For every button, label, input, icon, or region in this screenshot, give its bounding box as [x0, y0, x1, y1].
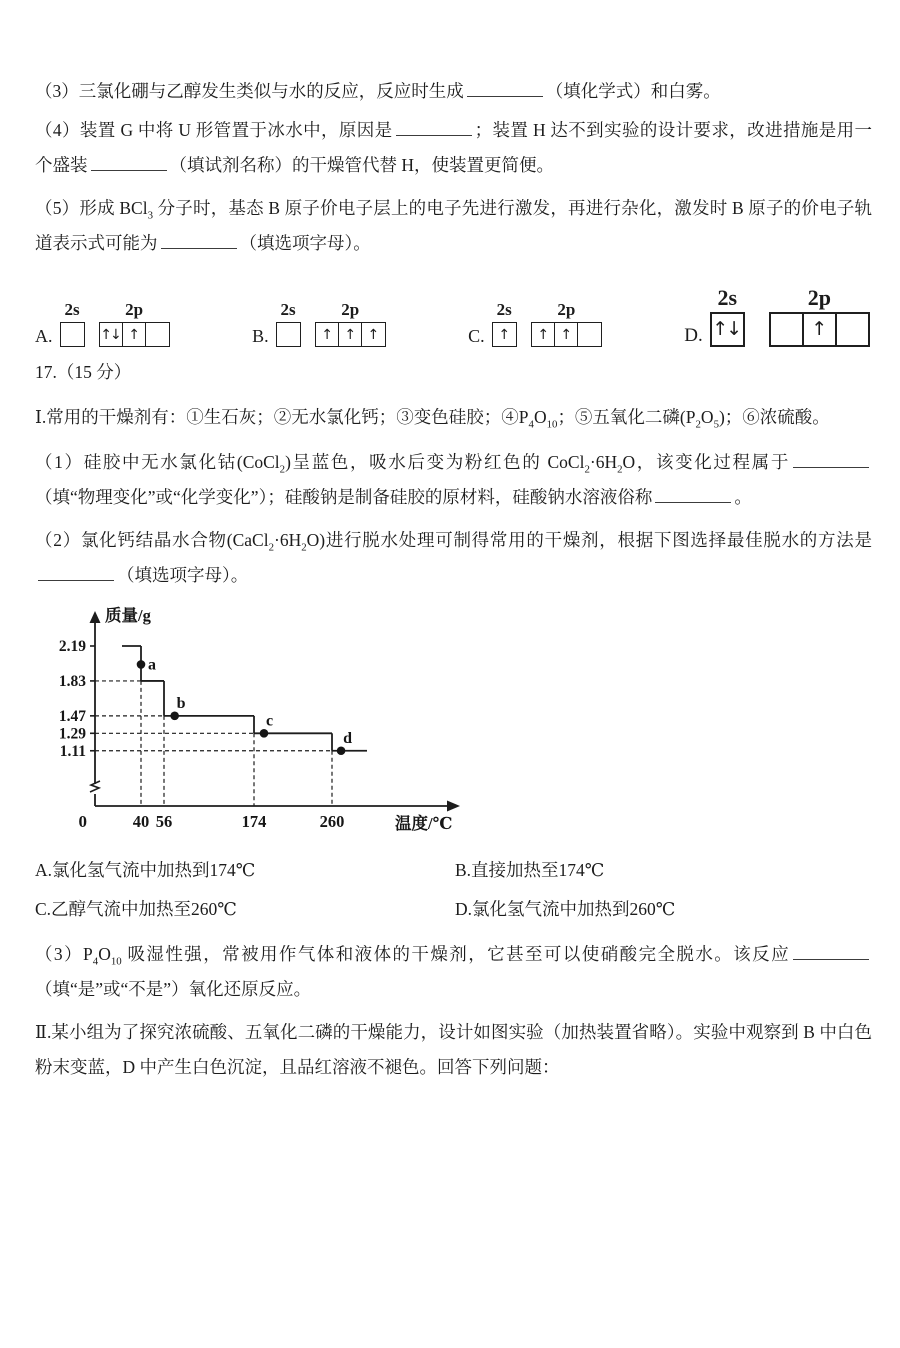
orbital-subshell: [99, 300, 170, 347]
orbital-box: [835, 312, 870, 347]
question-4-text: （4）装置 G 中将 U 形管置于冰水中，原因是 ；装置 H 达不到实验的设计要求，改进措施是用一个盛装 （填试剂名称）的干燥管代替 H，使装置更简便。: [35, 120, 873, 175]
question-5-text: （5）形成 BCl$_3$ 分子时，基态 B 原子价电子层上的电子先进行激发，再进行杂化，激发时 B 原子的价电子轨道表示式可能为 （填选项字母）。: [35, 198, 872, 253]
svg-text:40: 40: [132, 812, 150, 831]
svg-text:d: d: [343, 729, 352, 747]
orbital-box: ↑: [338, 322, 363, 347]
svg-text:a: a: [148, 656, 156, 674]
orbital-box: ↑↓: [99, 322, 124, 347]
orbital-option-d: [684, 285, 870, 347]
p-orbital-boxes: [531, 322, 602, 347]
subshell-label: 2s: [64, 300, 80, 320]
orbital-subshell: [60, 300, 85, 347]
orbital-option-label: B.: [252, 326, 269, 347]
dehydration-chart: [43, 601, 872, 847]
answer-blank: [396, 119, 472, 136]
svg-text:1.29: 1.29: [58, 725, 86, 743]
orbital-option-a: [35, 300, 170, 347]
orbital-box: ↑: [122, 322, 147, 347]
orbital-box: ↑: [554, 322, 579, 347]
subshell-label: 2p: [125, 300, 144, 320]
svg-text:1.83: 1.83: [58, 672, 86, 690]
dehydration-choices: [35, 855, 872, 925]
answer-blank: [91, 154, 167, 171]
orbital-options-row: [35, 279, 870, 347]
orbital-subshell: [710, 285, 745, 347]
subshell-label: 2s: [496, 300, 512, 320]
choice-c: C.乙醇气流中加热至260℃: [35, 898, 237, 919]
svg-text:260: 260: [319, 812, 345, 831]
subshell-label: 2p: [341, 300, 360, 320]
subscript: 4: [528, 418, 534, 431]
svg-text:b: b: [176, 694, 186, 712]
orbital-subshell: [492, 300, 517, 347]
choice-a: A.氯化氢气流中加热到174℃: [35, 860, 256, 880]
svg-text:0: 0: [78, 812, 87, 831]
question-17-heading: 17.（15 分）: [35, 362, 132, 382]
svg-text:1.11: 1.11: [59, 742, 86, 760]
q17-3-text: $(3)P_4O_{10}$ 吸湿性强，常被用作气体和液体的干燥剂，它甚至可以使硝酸完全脱水。该反应（填“是”或“不是”）氧化还原反应。: [35, 937, 872, 1007]
orbital-box: [769, 312, 804, 347]
orbital-option-label: C.: [468, 326, 485, 347]
subscript: 3: [147, 209, 154, 222]
subscript: 2: [695, 418, 701, 431]
subscript: 10: [546, 418, 558, 431]
q17-1-text: （1）硅胶中无水氯化钴(CoCl$_2$)呈蓝色，吸水后变为粉红色的 $CoCl_2\cdot 6H_2O$，该变化过程属于（填“物理变化”或“化学变化”）；硅酸钠是制备硅胶的原材料，硅酸钠水溶液俗称 。: [35, 445, 872, 515]
orbital-box: [145, 322, 170, 347]
orbital-subshell: [315, 300, 386, 347]
svg-text:c: c: [265, 712, 274, 730]
choice-d: D.氯化氢气流中加热到260℃: [455, 898, 676, 919]
answer-blank: [38, 564, 114, 581]
subscript: 2: [268, 541, 274, 554]
part-1-intro: Ⅰ.常用的干燥剂有：①生石灰；②无水氯化钙；③变色硅胶；$④P_4O_{10}$；⑤五氧化二磷$(P_2O_5)$；⑥浓硫酸。: [35, 407, 830, 431]
svg-text:2.19: 2.19: [58, 638, 86, 655]
subscript: 2: [584, 463, 590, 476]
p-orbital-boxes: [99, 322, 170, 347]
subscript: 4: [92, 955, 99, 968]
subscript: 2: [279, 463, 286, 476]
subshell-label: 2s: [280, 300, 296, 320]
orbital-option-b: [252, 300, 386, 347]
part-2-intro: Ⅱ.某小组为了探究浓硫酸、五氧化二磷的干燥能力，设计如图实验（加热装置省略）。实验中观察到 B 中白色粉末变蓝，D 中产生白色沉淀，且品红溶液不褪色。回答下列问题：: [35, 1022, 872, 1077]
subscript: 5: [713, 418, 719, 431]
orbital-subshell: [276, 300, 301, 347]
orbital-box: ↑: [361, 322, 386, 347]
answer-blank: [655, 486, 731, 503]
answer-blank: [793, 451, 869, 468]
svg-text:174: 174: [241, 812, 267, 831]
question-3-text: （3）三氯化硼与乙醇发生类似与水的反应，反应时生成 （填化学式）和白雾。: [35, 81, 721, 101]
orbital-subshell: [531, 300, 602, 347]
orbital-option-label: A.: [35, 326, 53, 347]
answer-blank: [793, 943, 869, 960]
orbital-subshell: [769, 285, 870, 347]
p-orbital-boxes: [769, 312, 870, 347]
orbital-option-label: D.: [684, 325, 703, 347]
svg-text:1.47: 1.47: [58, 707, 86, 725]
orbital-box: ↑: [802, 312, 837, 347]
answer-blank: [161, 232, 237, 249]
orbital-option-c: [468, 300, 602, 347]
subshell-label: 2p: [807, 284, 831, 310]
orbital-box: [60, 322, 85, 347]
orbital-box: [276, 322, 301, 347]
subscript: 2: [617, 463, 623, 476]
svg-text:56: 56: [155, 812, 173, 831]
subscript: 10: [110, 955, 122, 968]
orbital-box: ↑: [315, 322, 340, 347]
svg-text:温度/℃: 温度/℃: [395, 814, 453, 833]
choice-b: B.直接加热至174℃: [455, 860, 605, 880]
answer-blank: [467, 80, 543, 97]
subshell-label: 2p: [557, 300, 576, 320]
subshell-label: 2s: [717, 284, 738, 310]
subscript: 2: [301, 541, 307, 554]
svg-text:质量/g: 质量/g: [105, 606, 151, 625]
orbital-box: ↑: [492, 322, 517, 347]
orbital-box: [577, 322, 602, 347]
orbital-box: ↑↓: [710, 312, 745, 347]
q17-2-text: （2）氯化钙结晶水合物$(CaCl_2\cdot 6H_2O)$进行脱水处理可制得常用的干燥剂，根据下图选择最佳脱水的方法是（填选项字母）。: [35, 530, 872, 585]
chart-svg: [43, 601, 479, 847]
p-orbital-boxes: [315, 322, 386, 347]
orbital-box: ↑: [531, 322, 556, 347]
